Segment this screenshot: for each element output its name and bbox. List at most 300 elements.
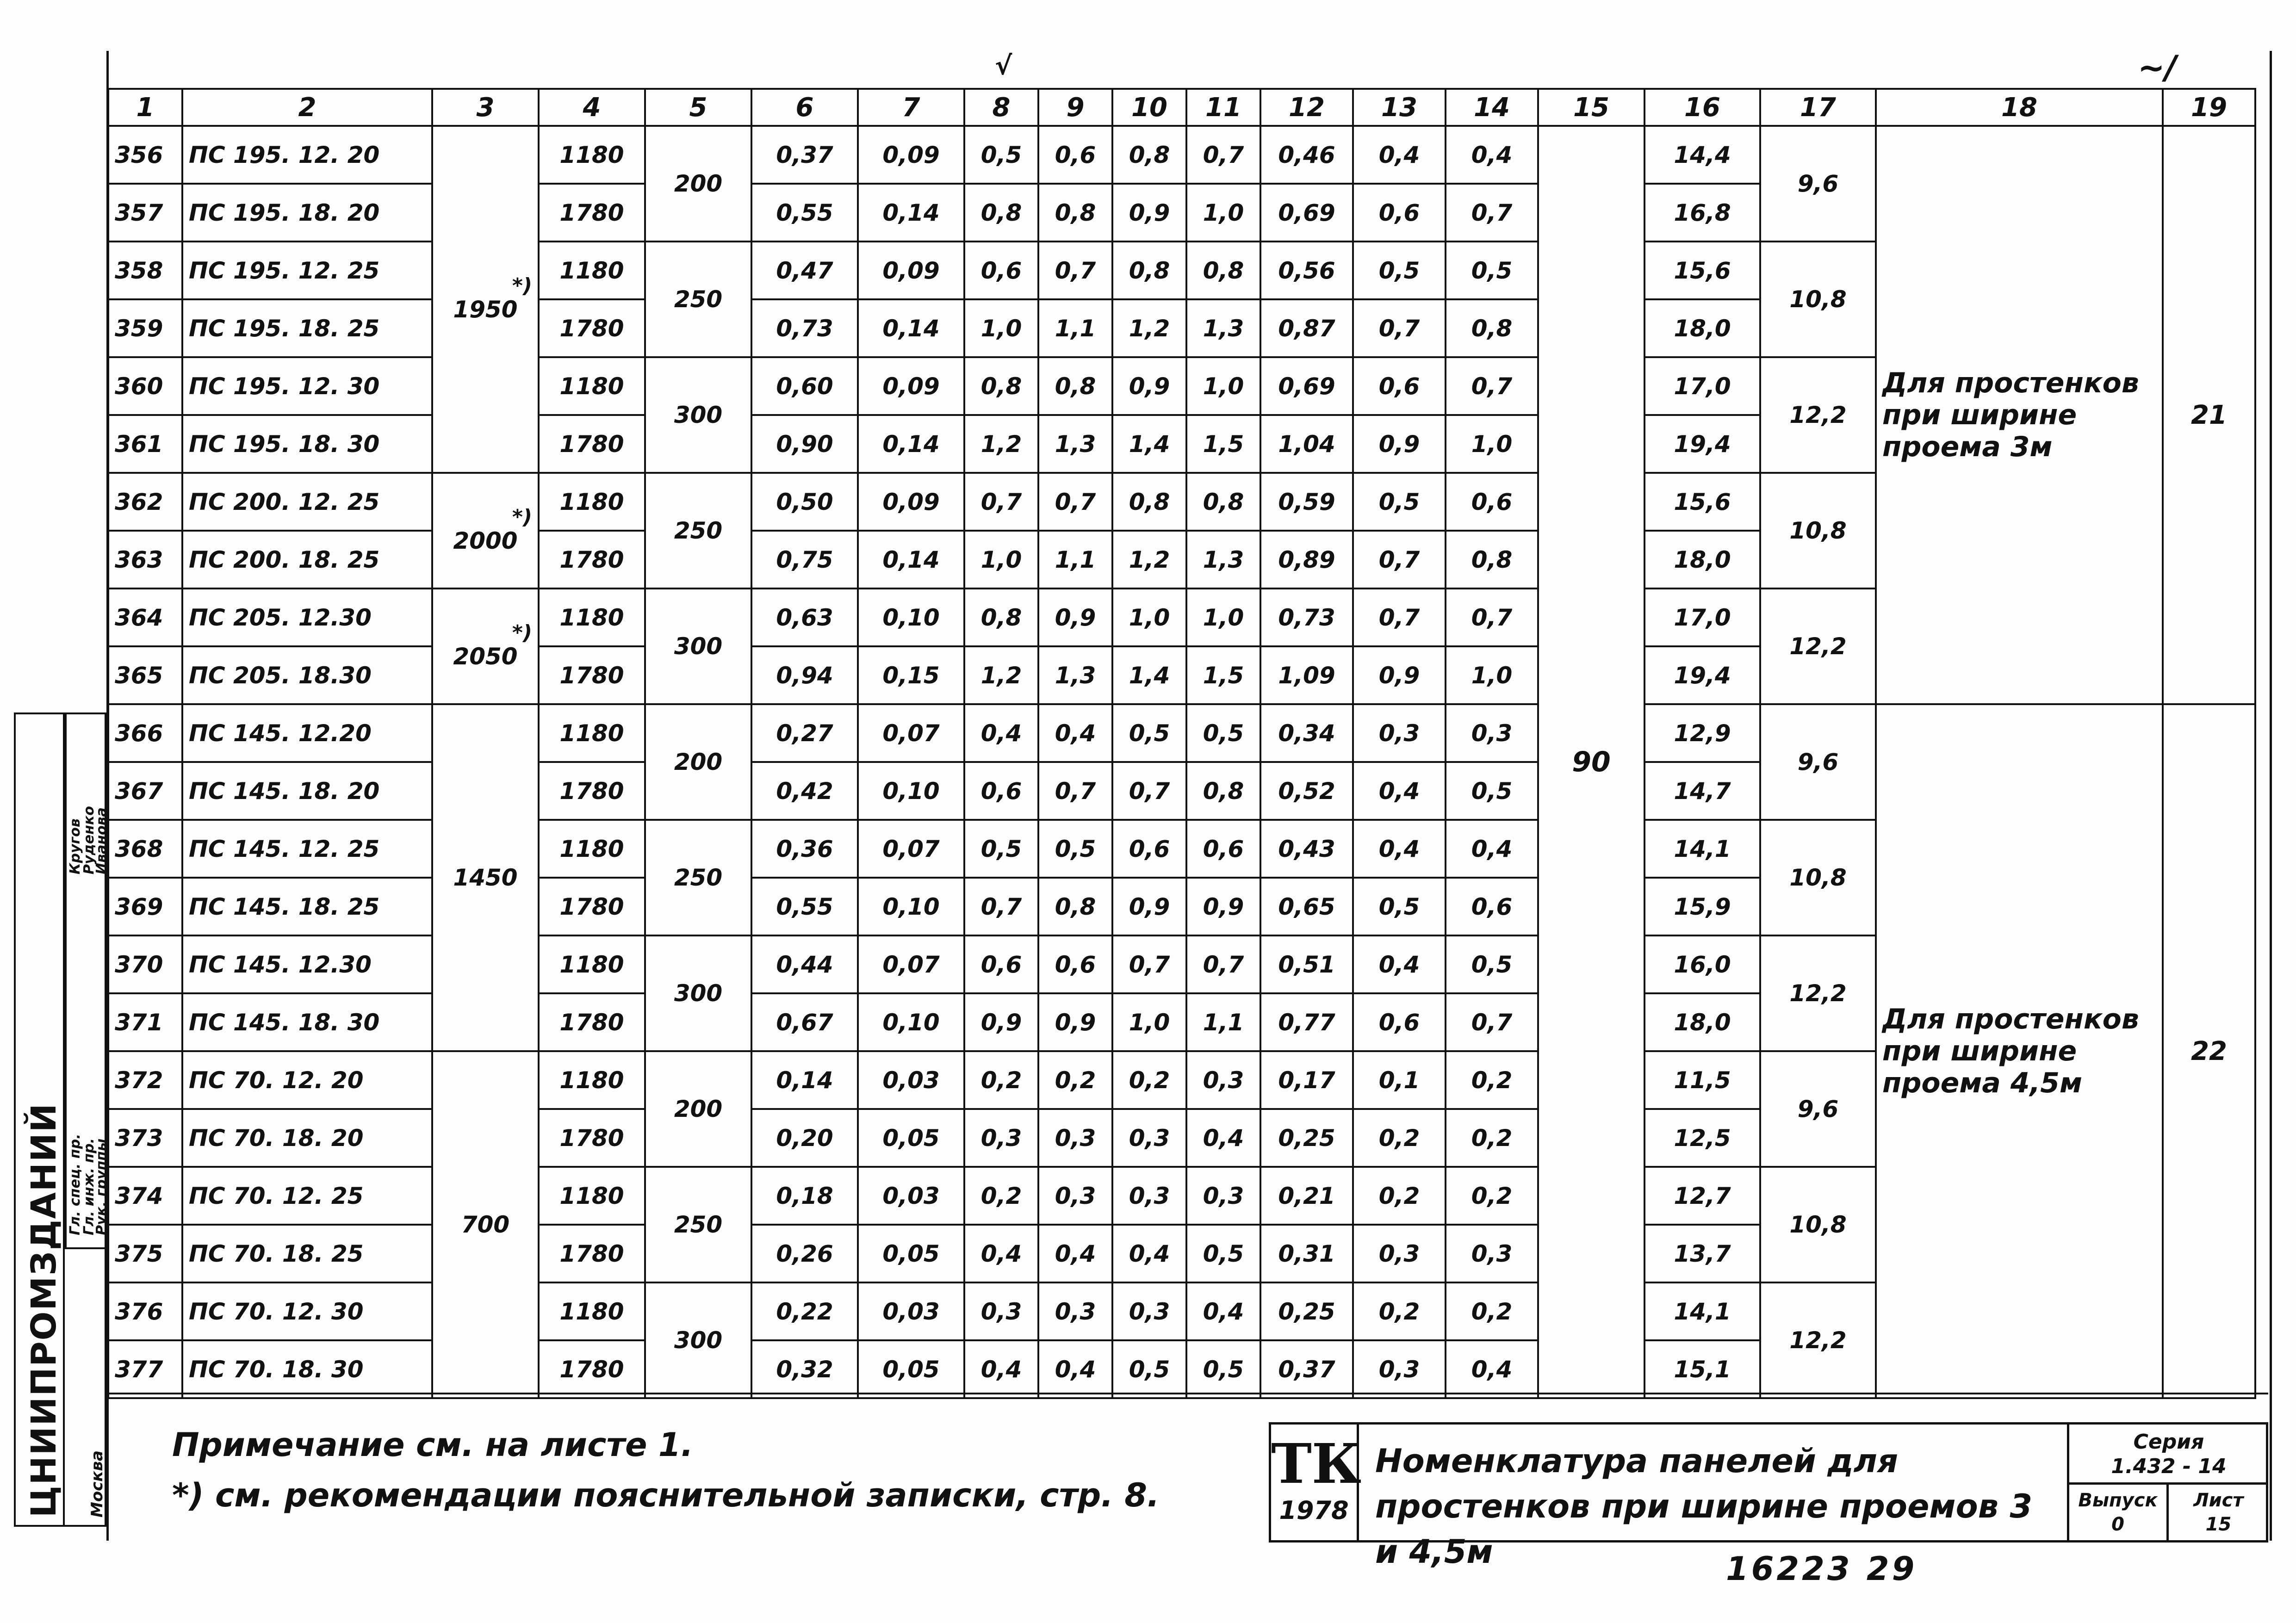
cell-column-8: 0,8 — [964, 588, 1038, 646]
cell-column-3 — [432, 473, 539, 588]
cell-column-9: 0,3 — [1038, 1167, 1112, 1225]
cell-column-12: 0,77 — [1260, 993, 1353, 1051]
cell-column-14: 0,4 — [1446, 1340, 1538, 1398]
cell-column-13: 0,9 — [1353, 646, 1446, 704]
cell-column-16: 11,5 — [1644, 1051, 1760, 1109]
cell-column-11: 0,6 — [1186, 820, 1260, 878]
cell-column-19: 22 — [2163, 704, 2255, 1398]
cell-column-13: 0,7 — [1353, 531, 1446, 588]
cell-column-11: 0,4 — [1186, 1109, 1260, 1167]
column-header-12: 12 — [1260, 89, 1353, 126]
sheet-label: Лист — [2193, 1490, 2244, 1511]
cell-column-16: 18,0 — [1644, 993, 1760, 1051]
cell-column-14: 0,7 — [1446, 588, 1538, 646]
cell-column-8: 1,2 — [964, 415, 1038, 473]
cell-column-10: 0,9 — [1112, 878, 1186, 935]
cell-column-3 — [432, 1051, 539, 1398]
archive-number: 16223 29 — [1726, 1550, 1917, 1588]
cell-column-14: 0,7 — [1446, 993, 1538, 1051]
cell-column-10: 1,0 — [1112, 588, 1186, 646]
cell-column-14: 0,2 — [1446, 1051, 1538, 1109]
stamp-role-2: Гл. инж. пр. — [81, 1138, 97, 1235]
cell-column-10: 1,2 — [1112, 531, 1186, 588]
cell-column-6: 0,50 — [751, 473, 858, 531]
cell-row-number: 373 — [108, 1109, 182, 1167]
cell-row-number: 368 — [108, 820, 182, 878]
cell-column-13: 0,4 — [1353, 935, 1446, 993]
cell-column-4: 1180 — [539, 1282, 645, 1340]
cell-column-4: 1780 — [539, 415, 645, 473]
cell-column-9: 0,4 — [1038, 1340, 1112, 1398]
cell-column-17: 10,8 — [1760, 473, 1876, 588]
cell-panel-mark: ПС 70. 18. 20 — [182, 1109, 432, 1167]
cell-column-9: 0,7 — [1038, 473, 1112, 531]
cell-column-16: 12,7 — [1644, 1167, 1760, 1225]
cell-column-7: 0,03 — [858, 1282, 964, 1340]
cell-column-17: 10,8 — [1760, 242, 1876, 357]
cell-column-14: 0,6 — [1446, 878, 1538, 935]
cell-panel-mark: ПС 195. 12. 25 — [182, 242, 432, 299]
cell-column-6: 0,14 — [751, 1051, 858, 1109]
cell-column-9: 0,9 — [1038, 588, 1112, 646]
cell-column-4: 1180 — [539, 588, 645, 646]
cell-column-12: 0,25 — [1260, 1109, 1353, 1167]
cell-column-8: 0,4 — [964, 1225, 1038, 1282]
cell-row-number: 375 — [108, 1225, 182, 1282]
cell-column-6: 0,32 — [751, 1340, 858, 1398]
cell-column-17: 12,2 — [1760, 1282, 1876, 1398]
cell-column-9: 1,3 — [1038, 415, 1112, 473]
cell-column-7: 0,05 — [858, 1109, 964, 1167]
cell-purpose-note: Для простенков при ширине проема 4,5м — [1876, 704, 2163, 1398]
issue-label: Выпуск — [2078, 1490, 2158, 1511]
stamp-signature-3: Иванова — [93, 807, 110, 874]
cell-column-3-value: 2050 — [453, 643, 518, 670]
tk-box — [1271, 1425, 1362, 1540]
cell-column-13: 0,5 — [1353, 242, 1446, 299]
stamp-role-1: Гл. спец. пр. — [67, 1134, 83, 1235]
cell-column-15: 90 — [1538, 126, 1644, 1398]
cell-column-9: 0,4 — [1038, 1225, 1112, 1282]
cell-column-16: 15,1 — [1644, 1340, 1760, 1398]
cell-column-7: 0,09 — [858, 126, 964, 184]
cell-column-16: 19,4 — [1644, 415, 1760, 473]
cell-column-13: 0,7 — [1353, 299, 1446, 357]
cell-column-9: 0,2 — [1038, 1051, 1112, 1109]
cell-column-8: 1,0 — [964, 299, 1038, 357]
cell-column-19: 21 — [2163, 126, 2255, 704]
cell-column-10: 0,5 — [1112, 1340, 1186, 1398]
cell-column-6: 0,55 — [751, 878, 858, 935]
cell-column-16: 14,1 — [1644, 820, 1760, 878]
cell-column-14: 0,7 — [1446, 357, 1538, 415]
cell-column-17: 12,2 — [1760, 357, 1876, 473]
cell-column-10: 0,3 — [1112, 1109, 1186, 1167]
cell-row-number: 357 — [108, 184, 182, 242]
cell-column-11: 0,5 — [1186, 1340, 1260, 1398]
cell-row-number: 362 — [108, 473, 182, 531]
series-box — [2067, 1425, 2268, 1540]
cell-column-14: 0,7 — [1446, 184, 1538, 242]
cell-column-12: 0,59 — [1260, 473, 1353, 531]
cell-column-11: 1,1 — [1186, 993, 1260, 1051]
cell-row-number: 371 — [108, 993, 182, 1051]
cell-column-6: 0,75 — [751, 531, 858, 588]
cell-column-3 — [432, 126, 539, 473]
cell-column-3 — [432, 588, 539, 704]
cell-column-8: 0,4 — [964, 704, 1038, 762]
cell-column-10: 0,4 — [1112, 1225, 1186, 1282]
sheet-value: 15 — [2205, 1514, 2232, 1535]
cell-column-10: 0,9 — [1112, 357, 1186, 415]
table-row — [108, 704, 2255, 762]
cell-column-14: 0,3 — [1446, 1225, 1538, 1282]
cell-row-number: 364 — [108, 588, 182, 646]
left-stamp — [14, 712, 110, 1527]
cell-row-number: 359 — [108, 299, 182, 357]
cell-column-9: 0,4 — [1038, 704, 1112, 762]
cell-column-10: 0,7 — [1112, 935, 1186, 993]
cell-column-9: 0,6 — [1038, 126, 1112, 184]
cell-column-12: 0,87 — [1260, 299, 1353, 357]
cell-column-16: 16,0 — [1644, 935, 1760, 993]
cell-column-10: 0,8 — [1112, 242, 1186, 299]
cell-column-14: 0,5 — [1446, 935, 1538, 993]
stamp-role-3: Рук. группы — [93, 1138, 110, 1235]
cell-column-3-value: 2000 — [453, 527, 518, 554]
cell-column-5: 250 — [645, 242, 751, 357]
cell-column-13: 0,9 — [1353, 415, 1446, 473]
cell-column-4: 1180 — [539, 935, 645, 993]
cell-column-17: 9,6 — [1760, 126, 1876, 242]
cell-column-9: 0,8 — [1038, 878, 1112, 935]
cell-column-6: 0,26 — [751, 1225, 858, 1282]
cell-column-17: 10,8 — [1760, 820, 1876, 935]
cell-column-12: 0,21 — [1260, 1167, 1353, 1225]
cell-column-12: 0,17 — [1260, 1051, 1353, 1109]
cell-column-4: 1180 — [539, 1167, 645, 1225]
notes — [172, 1420, 1160, 1520]
cell-column-7: 0,10 — [858, 878, 964, 935]
cell-column-10: 1,4 — [1112, 415, 1186, 473]
cell-column-16: 13,7 — [1644, 1225, 1760, 1282]
cell-column-11: 0,5 — [1186, 1225, 1260, 1282]
cell-column-6: 0,67 — [751, 993, 858, 1051]
cell-panel-mark: ПС 145. 12. 25 — [182, 820, 432, 878]
cell-column-10: 1,2 — [1112, 299, 1186, 357]
cell-row-number: 372 — [108, 1051, 182, 1109]
cell-column-11: 1,5 — [1186, 415, 1260, 473]
cell-column-11: 0,3 — [1186, 1167, 1260, 1225]
column-header-6: 6 — [751, 89, 858, 126]
cell-column-16: 14,7 — [1644, 762, 1760, 820]
cell-panel-mark: ПС 205. 18.30 — [182, 646, 432, 704]
cell-column-6: 0,20 — [751, 1109, 858, 1167]
cell-column-4: 1780 — [539, 762, 645, 820]
cell-row-number: 358 — [108, 242, 182, 299]
cell-column-6: 0,44 — [751, 935, 858, 993]
cell-column-12: 0,37 — [1260, 1340, 1353, 1398]
cell-column-7: 0,10 — [858, 588, 964, 646]
cell-column-16: 14,1 — [1644, 1282, 1760, 1340]
cell-panel-mark: ПС 145. 12.30 — [182, 935, 432, 993]
cell-column-10: 0,3 — [1112, 1282, 1186, 1340]
cell-column-5: 250 — [645, 820, 751, 935]
cell-column-12: 0,25 — [1260, 1282, 1353, 1340]
cell-column-9: 1,1 — [1038, 531, 1112, 588]
cell-column-3 — [432, 704, 539, 1051]
column-header-8: 8 — [964, 89, 1038, 126]
issue-cell — [2069, 1485, 2169, 1540]
cell-column-5: 300 — [645, 1282, 751, 1398]
cell-column-6: 0,90 — [751, 415, 858, 473]
cell-column-14: 0,2 — [1446, 1167, 1538, 1225]
cell-column-6: 0,18 — [751, 1167, 858, 1225]
cell-column-11: 1,5 — [1186, 646, 1260, 704]
cell-column-17: 9,6 — [1760, 704, 1876, 820]
cell-column-16: 17,0 — [1644, 357, 1760, 415]
cell-column-8: 0,2 — [964, 1051, 1038, 1109]
cell-column-11: 0,8 — [1186, 473, 1260, 531]
cell-panel-mark: ПС 195. 18. 25 — [182, 299, 432, 357]
cell-column-16: 18,0 — [1644, 531, 1760, 588]
cell-column-11: 1,0 — [1186, 184, 1260, 242]
cell-column-7: 0,07 — [858, 820, 964, 878]
cell-column-9: 0,3 — [1038, 1282, 1112, 1340]
cell-column-13: 0,3 — [1353, 1340, 1446, 1398]
cell-column-8: 0,5 — [964, 820, 1038, 878]
cell-column-7: 0,09 — [858, 242, 964, 299]
cell-column-10: 0,9 — [1112, 184, 1186, 242]
series-label: Серия — [2133, 1430, 2204, 1454]
cell-column-13: 0,1 — [1353, 1051, 1446, 1109]
cell-panel-mark: ПС 70. 12. 20 — [182, 1051, 432, 1109]
cell-column-9: 0,8 — [1038, 184, 1112, 242]
cell-column-6: 0,73 — [751, 299, 858, 357]
series-cell — [2069, 1425, 2268, 1485]
cell-column-14: 0,8 — [1446, 531, 1538, 588]
cell-column-7: 0,10 — [858, 993, 964, 1051]
cell-column-13: 0,4 — [1353, 820, 1446, 878]
cell-column-12: 0,89 — [1260, 531, 1353, 588]
cell-column-4: 1780 — [539, 531, 645, 588]
cell-column-4: 1780 — [539, 1109, 645, 1167]
cell-column-14: 0,3 — [1446, 704, 1538, 762]
issue-value: 0 — [2111, 1514, 2124, 1535]
cell-column-16: 16,8 — [1644, 184, 1760, 242]
cell-column-9: 0,8 — [1038, 357, 1112, 415]
cell-column-13: 0,5 — [1353, 473, 1446, 531]
column-header-3: 3 — [432, 89, 539, 126]
cell-purpose-note: Для простенков при ширине проема 3м — [1876, 126, 2163, 704]
cell-panel-mark: ПС 200. 12. 25 — [182, 473, 432, 531]
cell-panel-mark: ПС 195. 18. 30 — [182, 415, 432, 473]
cell-row-number: 370 — [108, 935, 182, 993]
column-header-5: 5 — [645, 89, 751, 126]
cell-panel-mark: ПС 70. 18. 25 — [182, 1225, 432, 1282]
cell-column-4: 1780 — [539, 878, 645, 935]
cell-column-13: 0,7 — [1353, 588, 1446, 646]
cell-column-7: 0,09 — [858, 357, 964, 415]
cell-column-10: 0,5 — [1112, 704, 1186, 762]
cell-column-13: 0,2 — [1353, 1282, 1446, 1340]
cell-column-14: 0,5 — [1446, 762, 1538, 820]
cell-column-11: 0,7 — [1186, 935, 1260, 993]
cell-column-14: 0,5 — [1446, 242, 1538, 299]
cell-column-6: 0,42 — [751, 762, 858, 820]
cell-column-3-value: 700 — [461, 1211, 510, 1238]
cell-column-11: 0,4 — [1186, 1282, 1260, 1340]
cell-column-17: 12,2 — [1760, 935, 1876, 1051]
stamp-signature-2: Руденко — [81, 806, 97, 874]
cell-column-4: 1180 — [539, 704, 645, 762]
cell-column-8: 0,3 — [964, 1109, 1038, 1167]
cell-row-number: 356 — [108, 126, 182, 184]
cell-column-14: 1,0 — [1446, 415, 1538, 473]
cell-column-12: 0,51 — [1260, 935, 1353, 993]
column-header-18: 18 — [1876, 89, 2163, 126]
cell-column-12: 0,69 — [1260, 184, 1353, 242]
cell-column-11: 0,8 — [1186, 242, 1260, 299]
column-header-15: 15 — [1538, 89, 1644, 126]
cell-column-14: 0,4 — [1446, 820, 1538, 878]
cell-column-9: 1,1 — [1038, 299, 1112, 357]
cell-column-9: 0,3 — [1038, 1109, 1112, 1167]
cell-panel-mark: ПС 195. 12. 20 — [182, 126, 432, 184]
cell-column-8: 0,4 — [964, 1340, 1038, 1398]
cell-column-11: 0,9 — [1186, 878, 1260, 935]
cell-column-16: 15,6 — [1644, 473, 1760, 531]
cell-column-10: 0,8 — [1112, 126, 1186, 184]
cell-panel-mark: ПС 70. 12. 30 — [182, 1282, 432, 1340]
top-corner-mark: ~/ — [2138, 49, 2177, 87]
cell-row-number: 369 — [108, 878, 182, 935]
cell-column-6: 0,27 — [751, 704, 858, 762]
cell-column-4: 1780 — [539, 646, 645, 704]
cell-column-4: 1780 — [539, 1225, 645, 1282]
cell-column-14: 0,6 — [1446, 473, 1538, 531]
cell-column-13: 0,4 — [1353, 126, 1446, 184]
cell-column-10: 0,8 — [1112, 473, 1186, 531]
cell-column-10: 1,0 — [1112, 993, 1186, 1051]
cell-column-7: 0,10 — [858, 762, 964, 820]
cell-panel-mark: ПС 70. 12. 25 — [182, 1167, 432, 1225]
cell-column-7: 0,07 — [858, 935, 964, 993]
cell-column-5: 300 — [645, 357, 751, 473]
cell-column-16: 18,0 — [1644, 299, 1760, 357]
cell-column-4: 1180 — [539, 357, 645, 415]
tk-mark: ТК — [1271, 1431, 1362, 1496]
cell-column-7: 0,03 — [858, 1051, 964, 1109]
cell-column-4: 1180 — [539, 473, 645, 531]
cell-column-7: 0,07 — [858, 704, 964, 762]
cell-column-12: 0,31 — [1260, 1225, 1353, 1282]
cell-column-17: 9,6 — [1760, 1051, 1876, 1167]
top-tick-mark: √ — [995, 51, 1012, 81]
cell-column-11: 0,7 — [1186, 126, 1260, 184]
cell-panel-mark: ПС 195. 12. 30 — [182, 357, 432, 415]
cell-column-8: 0,5 — [964, 126, 1038, 184]
cell-column-13: 0,2 — [1353, 1109, 1446, 1167]
column-header-13: 13 — [1353, 89, 1446, 126]
cell-column-14: 0,2 — [1446, 1109, 1538, 1167]
footnote-mark: *) — [512, 621, 532, 644]
cell-row-number: 376 — [108, 1282, 182, 1340]
cell-column-12: 0,52 — [1260, 762, 1353, 820]
cell-column-3-value: 1450 — [453, 864, 518, 891]
cell-panel-mark: ПС 145. 18. 20 — [182, 762, 432, 820]
cell-column-5: 200 — [645, 704, 751, 820]
cell-panel-mark: ПС 145. 18. 30 — [182, 993, 432, 1051]
cell-column-8: 0,8 — [964, 184, 1038, 242]
cell-column-10: 0,6 — [1112, 820, 1186, 878]
cell-column-8: 1,2 — [964, 646, 1038, 704]
cell-column-7: 0,15 — [858, 646, 964, 704]
cell-column-13: 0,6 — [1353, 357, 1446, 415]
cell-panel-mark: ПС 145. 18. 25 — [182, 878, 432, 935]
cell-column-5: 250 — [645, 1167, 751, 1282]
table-row — [108, 126, 2255, 184]
cell-column-4: 1180 — [539, 242, 645, 299]
cell-column-12: 0,43 — [1260, 820, 1353, 878]
cell-column-10: 0,2 — [1112, 1051, 1186, 1109]
cell-column-6: 0,63 — [751, 588, 858, 646]
cell-column-4: 1180 — [539, 820, 645, 878]
cell-column-8: 0,6 — [964, 762, 1038, 820]
cell-column-8: 0,9 — [964, 993, 1038, 1051]
tk-year: 1978 — [1279, 1496, 1349, 1525]
cell-column-10: 0,3 — [1112, 1167, 1186, 1225]
cell-column-16: 17,0 — [1644, 588, 1760, 646]
column-header-4: 4 — [539, 89, 645, 126]
cell-column-17: 10,8 — [1760, 1167, 1876, 1282]
cell-column-12: 0,65 — [1260, 878, 1353, 935]
column-header-7: 7 — [858, 89, 964, 126]
column-header-17: 17 — [1760, 89, 1876, 126]
cell-column-7: 0,09 — [858, 473, 964, 531]
stamp-signature-1: Кругов — [67, 818, 83, 874]
cell-column-8: 0,7 — [964, 473, 1038, 531]
note-line-1: Примечание см. на листе 1. — [172, 1426, 694, 1464]
column-header-1: 1 — [108, 89, 182, 126]
cell-row-number: 360 — [108, 357, 182, 415]
cell-panel-mark: ПС 205. 12.30 — [182, 588, 432, 646]
cell-column-9: 0,7 — [1038, 242, 1112, 299]
cell-column-8: 0,2 — [964, 1167, 1038, 1225]
organization-city: Москва — [88, 1450, 106, 1518]
cell-column-12: 1,04 — [1260, 415, 1353, 473]
cell-column-6: 0,55 — [751, 184, 858, 242]
cell-column-12: 0,56 — [1260, 242, 1353, 299]
cell-column-13: 0,6 — [1353, 993, 1446, 1051]
panel-nomenclature-table — [107, 88, 2256, 1399]
cell-panel-mark: ПС 145. 12.20 — [182, 704, 432, 762]
cell-column-7: 0,14 — [858, 531, 964, 588]
cell-row-number: 365 — [108, 646, 182, 704]
cell-column-12: 0,46 — [1260, 126, 1353, 184]
column-header-16: 16 — [1644, 89, 1760, 126]
cell-column-12: 0,69 — [1260, 357, 1353, 415]
cell-column-7: 0,05 — [858, 1225, 964, 1282]
cell-column-13: 0,2 — [1353, 1167, 1446, 1225]
cell-panel-mark: ПС 195. 18. 20 — [182, 184, 432, 242]
cell-column-14: 0,4 — [1446, 126, 1538, 184]
cell-column-14: 0,8 — [1446, 299, 1538, 357]
cell-column-13: 0,4 — [1353, 762, 1446, 820]
column-header-14: 14 — [1446, 89, 1538, 126]
cell-column-4: 1780 — [539, 299, 645, 357]
cell-column-5: 250 — [645, 473, 751, 588]
